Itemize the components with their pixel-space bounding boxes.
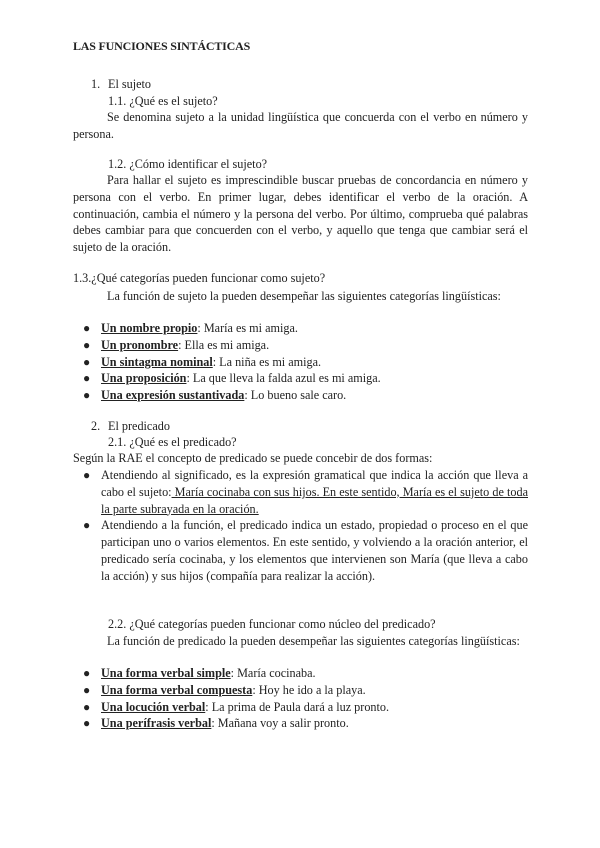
list-item-example: : La prima de Paula dará a luz pronto. bbox=[205, 699, 390, 714]
document-title: LAS FUNCIONES SINTÁCTICAS bbox=[73, 39, 251, 53]
bullet-icon: ● bbox=[83, 321, 91, 335]
list-item bbox=[73, 665, 528, 682]
paragraph-1-2: Para hallar el sujeto es imprescindible buscar pruebas de concordancia en número y persona con el verbo. En primer lugar, debes identificar el verbo de la oración. A continuación, cambia el número y la persona del verbo. Por último, comprueba qué palabras debes cambiar para que concuerden con el verbo, y aquello que tenga que cambiar será el sujeto de la oración. bbox=[73, 173, 528, 255]
paragraph-2-1-intro: Según la RAE el concepto de predicado se puede concebir de dos formas: bbox=[73, 451, 433, 465]
section-2-heading bbox=[91, 418, 170, 435]
list-item bbox=[73, 370, 528, 387]
list-item-term: Una forma verbal simple bbox=[101, 666, 231, 680]
bullet-icon: ● bbox=[83, 354, 91, 369]
section-1-number: 1. bbox=[91, 77, 101, 91]
list-item bbox=[73, 337, 528, 354]
list-item-example: : La niña es mi amiga. bbox=[212, 354, 322, 369]
list-item bbox=[73, 517, 528, 584]
list-item-example: : María es mi amiga. bbox=[197, 321, 298, 335]
list-item-term: Una proposición bbox=[101, 371, 187, 386]
list-item-example: : Mañana voy a salir pronto. bbox=[211, 716, 349, 731]
predicate-categories-list bbox=[73, 665, 528, 732]
list-item bbox=[73, 699, 528, 716]
paragraph-1-1: Se denomina sujeto a la unidad lingüística que concuerda con el verbo en número y persona. bbox=[73, 110, 528, 141]
paragraph-2-2: La función de predicado la pueden desempeñar las siguientes categorías lingüísticas: bbox=[107, 634, 520, 648]
bullet-icon: ● bbox=[83, 371, 91, 386]
section-2-number: 2. bbox=[91, 419, 101, 433]
bullet-icon: ● bbox=[83, 518, 91, 533]
bullet-icon: ● bbox=[83, 682, 91, 697]
question-1-3: 1.3.¿Qué categorías pueden funcionar como sujeto? bbox=[73, 271, 326, 285]
list-item-term: Una perífrasis verbal bbox=[101, 716, 212, 731]
list-item-term: Un nombre propio bbox=[101, 321, 198, 335]
list-item bbox=[73, 682, 528, 699]
example-underlined: María cocinaba con sus hijos. En este sentido, María es el sujeto de toda la parte subrayada en la oración. bbox=[101, 484, 528, 516]
predicate-definitions-list bbox=[73, 467, 528, 585]
bullet-icon: ● bbox=[83, 337, 91, 352]
definition-meaning-text: Atendiendo al significado, es la expresión gramatical que indica la acción que lleva a cabo el sujeto: bbox=[101, 468, 528, 499]
list-item-example: : Ella es mi amiga. bbox=[178, 337, 270, 352]
bullet-icon: ● bbox=[83, 666, 91, 680]
list-item bbox=[73, 467, 528, 517]
list-item-term: Una expresión sustantivada bbox=[101, 388, 245, 403]
list-item-term: Una locución verbal bbox=[101, 699, 206, 714]
list-item-term: Un sintagma nominal bbox=[101, 354, 213, 369]
list-item-term: Un pronombre bbox=[101, 337, 179, 352]
question-2-2: 2.2. ¿Qué categorías pueden funcionar como núcleo del predicado? bbox=[108, 617, 436, 631]
section-2-title: El predicado bbox=[108, 419, 170, 433]
list-item-example: : Lo bueno sale caro. bbox=[244, 388, 347, 403]
definition-function-text: Atendiendo a la función, el predicado indica un estado, propiedad o proceso en el que participan uno o varios elementos. En este sentido, y volviendo a la oración anterior, el predicado sería cocinaba, y los elementos que intervienen son María (que lleva a cabo la acción) y sus hijos (compañía para realizar la acción). bbox=[101, 518, 528, 583]
bullet-icon: ● bbox=[83, 468, 91, 482]
list-item bbox=[73, 320, 528, 337]
question-1-2: 1.2. ¿Cómo identificar el sujeto? bbox=[108, 157, 268, 171]
bullet-icon: ● bbox=[83, 716, 91, 731]
paragraph-1-3: La función de sujeto la pueden desempeñar las siguientes categorías lingüísticas: bbox=[107, 289, 501, 303]
question-2-1: 2.1. ¿Qué es el predicado? bbox=[108, 435, 237, 449]
list-item-example: : La que lleva la falda azul es mi amiga. bbox=[186, 371, 381, 386]
section-1-heading bbox=[91, 76, 151, 93]
list-item bbox=[73, 387, 528, 404]
question-1-1: 1.1. ¿Qué es el sujeto? bbox=[108, 94, 218, 108]
list-item-example: : Hoy he ido a la playa. bbox=[252, 682, 366, 697]
subject-categories-list bbox=[73, 320, 528, 404]
bullet-icon: ● bbox=[83, 388, 91, 403]
list-item-term: Una forma verbal compuesta bbox=[101, 682, 253, 697]
bullet-icon: ● bbox=[83, 699, 91, 714]
list-item bbox=[73, 715, 528, 732]
section-1-title: El sujeto bbox=[108, 77, 151, 91]
list-item-example: : María cocinaba. bbox=[230, 666, 316, 680]
list-item bbox=[73, 354, 528, 371]
